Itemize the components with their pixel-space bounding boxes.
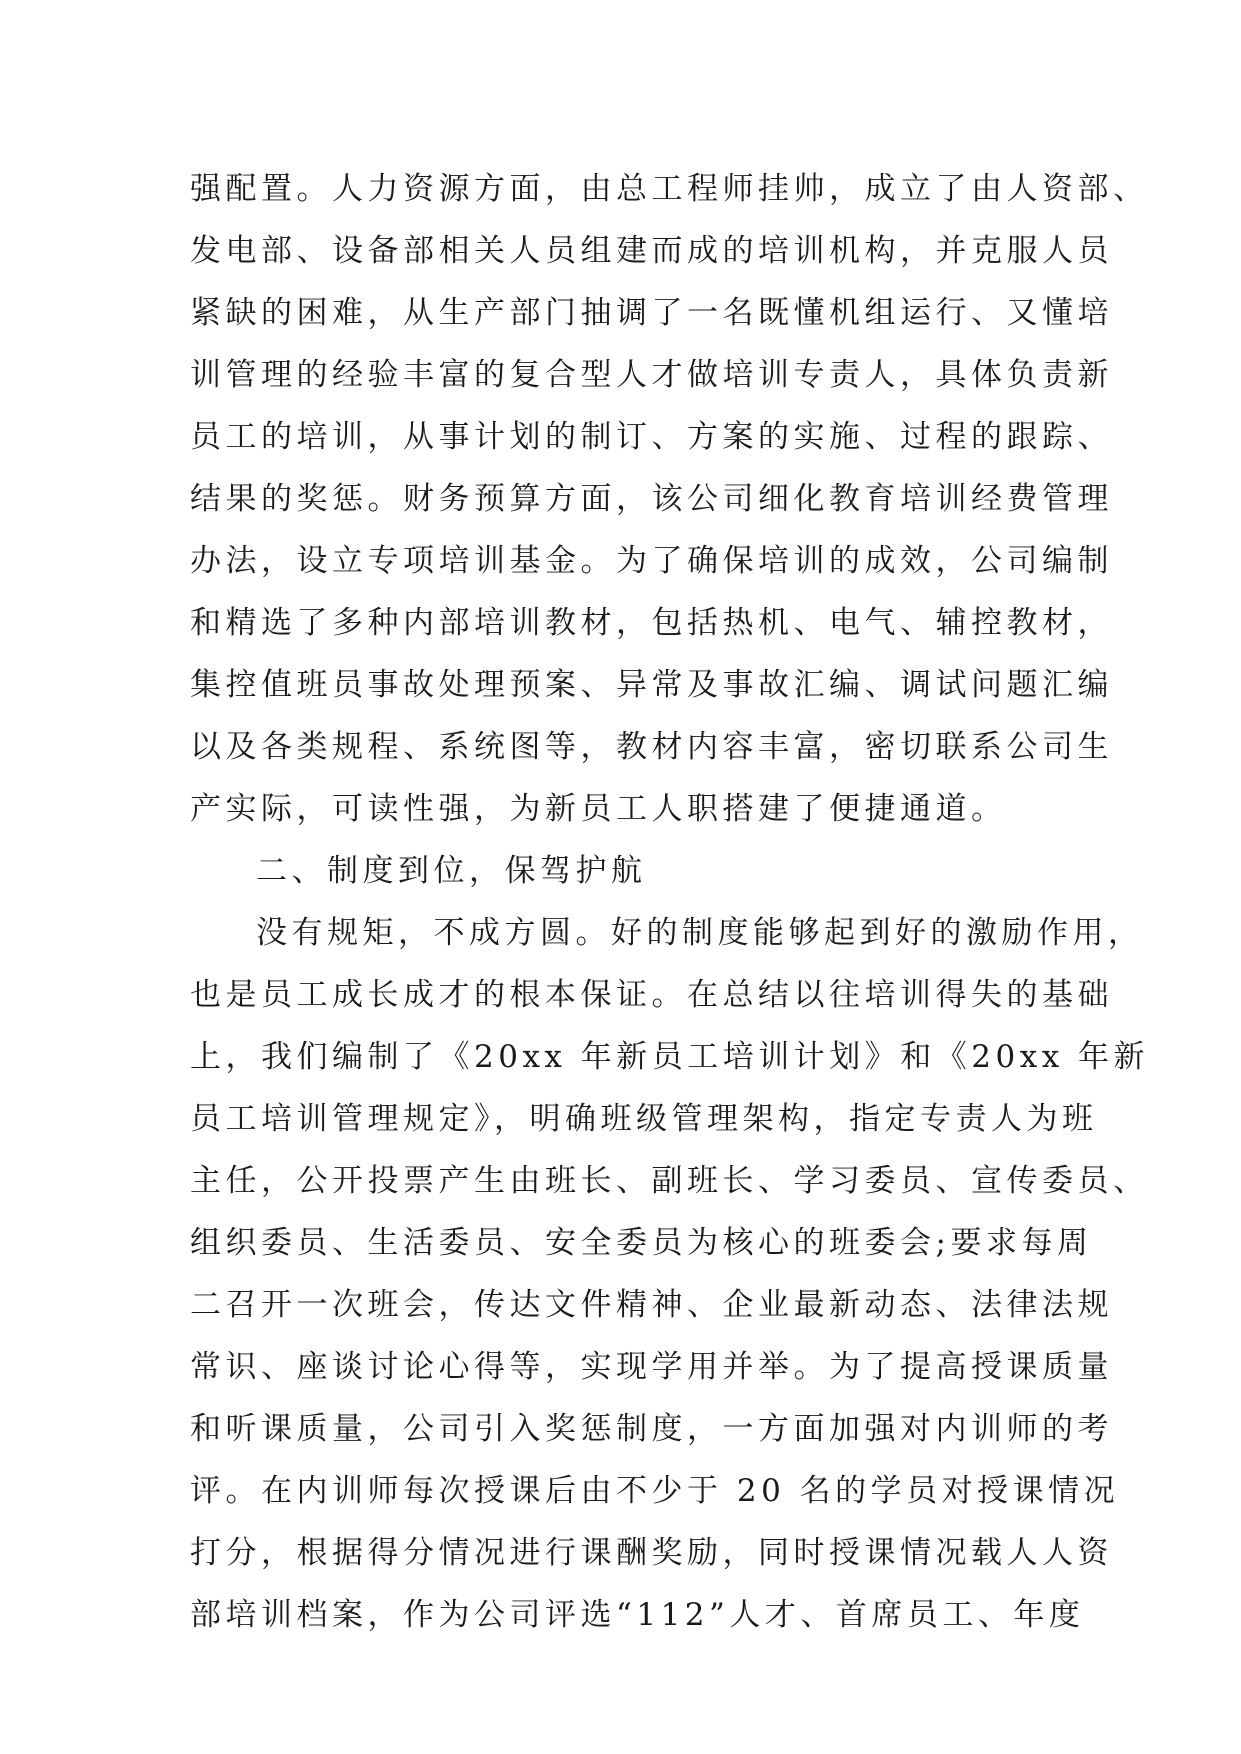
text-line: 和精选了多种内部培训教材，包括热机、电气、辅控教材， <box>190 605 1113 641</box>
text-line: 二召开一次班会，传达文件精神、企业最新动态、法律法规 <box>190 1287 1113 1323</box>
section-heading: 二、制度到位，保驾护航 <box>256 853 647 889</box>
text-line: 训管理的经验丰富的复合型人才做培训专责人，具体负责新 <box>190 357 1113 393</box>
text-line: 紧缺的困难，从生产部门抽调了一名既懂机组运行、又懂培 <box>190 295 1113 331</box>
text-line: 强配置。人力资源方面，由总工程师挂帅，成立了由人资部、 <box>190 171 1149 207</box>
text-line: 部培训档案，作为公司评选“112”人才、首席员工、年度 <box>190 1597 1085 1633</box>
text-line: 以及各类规程、系统图等，教材内容丰富，密切联系公司生 <box>190 729 1113 765</box>
text-line: 常识、座谈讨论心得等，实现学用并举。为了提高授课质量 <box>190 1349 1113 1385</box>
text-line: 和听课质量，公司引入奖惩制度，一方面加强对内训师的考 <box>190 1411 1113 1447</box>
text-line: 评。在内训师每次授课后由不少于 20 名的学员对授课情况 <box>190 1473 1120 1509</box>
text-line: 结果的奖惩。财务预算方面，该公司细化教育培训经费管理 <box>190 481 1113 517</box>
text-line: 集控值班员事故处理预案、异常及事故汇编、调试问题汇编 <box>190 667 1113 703</box>
text-line: 也是员工成长成才的根本保证。在总结以往培训得失的基础 <box>190 977 1113 1013</box>
text-line: 打分，根据得分情况进行课酬奖励，同时授课情况载人人资 <box>190 1535 1113 1571</box>
text-line: 员工的培训，从事计划的制订、方案的实施、过程的跟踪、 <box>190 419 1113 455</box>
text-line: 办法，设立专项培训基金。为了确保培训的成效，公司编制 <box>190 543 1113 579</box>
text-line: 员工培训管理规定》，明确班级管理架构，指定专责人为班 <box>190 1101 1098 1137</box>
text-line: 发电部、设备部相关人员组建而成的培训机构，并克服人员 <box>190 233 1113 269</box>
paragraph-first-line: 没有规矩，不成方圆。好的制度能够起到好的激励作用， <box>256 915 1144 951</box>
text-line: 主任，公开投票产生由班长、副班长、学习委员、宣传委员、 <box>190 1163 1149 1199</box>
text-line: 产实际，可读性强，为新员工人职搭建了便捷通道。 <box>190 791 1007 827</box>
text-line: 组织委员、生活委员、安全委员为核心的班委会;要求每周 <box>190 1225 1093 1261</box>
text-line: 上，我们编制了《20xx 年新员工培训计划》和《20xx 年新 <box>190 1039 1150 1075</box>
document-body <box>190 158 1150 1646</box>
